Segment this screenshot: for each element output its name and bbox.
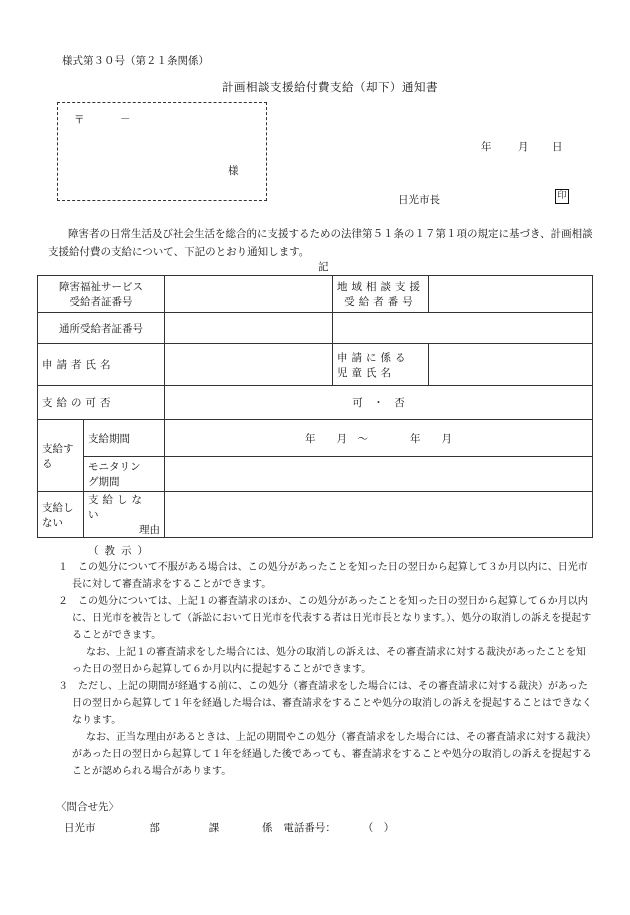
date-year: 年: [481, 141, 492, 153]
period-value[interactable]: 年 月 ～ 年 月: [165, 420, 593, 457]
regional-support-number-field[interactable]: [429, 276, 593, 313]
table-row: [38, 457, 593, 492]
notes-heading: （教示）: [88, 545, 154, 557]
contact-phone-paren: （ ）: [362, 822, 395, 834]
daycare-cert-number-field[interactable]: [165, 313, 333, 344]
table-row: [38, 276, 593, 313]
grant-label: 支給す る: [38, 420, 84, 492]
reason-field[interactable]: [165, 492, 593, 538]
notes: [58, 559, 593, 780]
postal-mark: 〒: [74, 114, 85, 126]
ki-heading: 記: [318, 261, 329, 273]
note-item: ３ ただし、上記の期間が経過する前に、この処分（審査請求をした場合には、その審査請求に対する裁決）があった日の翌日から起算して１年を経過した場合は、審査請求をすることや処分の取消しの訴えを提起することはできなくなります。: [58, 681, 592, 726]
contact-city: 日光市: [64, 822, 96, 834]
postal-dash: －: [120, 113, 131, 125]
welfare-cert-label: 障害福祉サービス 受給者証番号: [38, 276, 165, 313]
note-item: ２ この処分については、上記１の審査請求のほか、この処分があったことを知った日の翌日から起算して６か月以内に、日光市を被告として（訴訟において日光市を代表する者は日光市長となります。）、処分の取消しの訴えを提起することができます。: [58, 596, 592, 641]
document-title: 計画相談支援給付費支給（却下）通知書: [222, 80, 438, 94]
issuer-name: 日光市長: [398, 194, 440, 206]
note-item: なお、正当な理由があるときは、上記の期間やこの処分（審査請求をした場合には、その審査請求に対する裁決）があった日の翌日から起算して１年を経過した後であっても、審査請求をすることや処分の取消しの訴えを提起することが認められる場合があります。: [72, 732, 592, 777]
contact-label: 〈問合せ先〉: [56, 801, 119, 813]
note-item: なお、上記１の審査請求をした場合には、処分の取消しの訴えは、その審査請求に対する裁決があったことを知った日の翌日から起算して６か月以内に提起することができます。: [72, 647, 586, 675]
approval-label: 支給の可否: [38, 386, 165, 420]
child-name-label: 申請に係る 児童氏名: [333, 344, 429, 386]
contact-phone-label: 電話番号：: [283, 822, 336, 834]
body-text: 障害者の日常生活及び社会生活を総合的に支援するための法律第５１条の１７第１項の規定に基づき、計画相談支援給付費の支給について、下記のとおり通知します。: [48, 228, 593, 258]
daycare-cert-label: 通所受給者証番号: [38, 313, 165, 344]
table-row: [38, 386, 593, 420]
contact-section: 課: [208, 822, 220, 834]
info-table: [37, 275, 593, 538]
applicant-name-label: 申請者氏名: [38, 344, 165, 386]
period-label: 支給期間: [84, 420, 165, 457]
contact-dept: 部: [149, 822, 160, 834]
table-row: [38, 420, 593, 457]
contact-line: [64, 820, 394, 835]
seal-mark: 印: [555, 189, 569, 204]
child-name-field[interactable]: [429, 344, 593, 386]
welfare-cert-number-field[interactable]: [165, 276, 333, 313]
date-month: 月: [518, 141, 529, 153]
honorific: 様: [228, 165, 239, 177]
monitoring-field[interactable]: [165, 457, 593, 492]
table-row: [38, 313, 593, 344]
table-row: [38, 344, 593, 386]
empty-cell: [333, 313, 593, 344]
applicant-name-field[interactable]: [165, 344, 333, 386]
table-row: [38, 492, 593, 538]
contact-unit: 係: [262, 822, 273, 834]
regional-support-label: 地域相談支援 受給者番号: [333, 276, 429, 313]
date-day: 日: [552, 141, 563, 153]
monitoring-label: モニタリン グ期間: [84, 457, 165, 492]
form-number: 様式第３０号（第２１条関係）: [62, 55, 209, 67]
reason-label: 支給しない 理由: [84, 492, 165, 538]
no-grant-label: 支給し ない: [38, 492, 84, 538]
note-item: １ この処分について不服がある場合は、この処分があったことを知った日の翌日から起算して３か月以内に、日光市長に対して審査請求をすることができます。: [58, 562, 588, 590]
address-box: [57, 102, 267, 201]
approval-value[interactable]: 可 ・ 否: [165, 386, 593, 420]
